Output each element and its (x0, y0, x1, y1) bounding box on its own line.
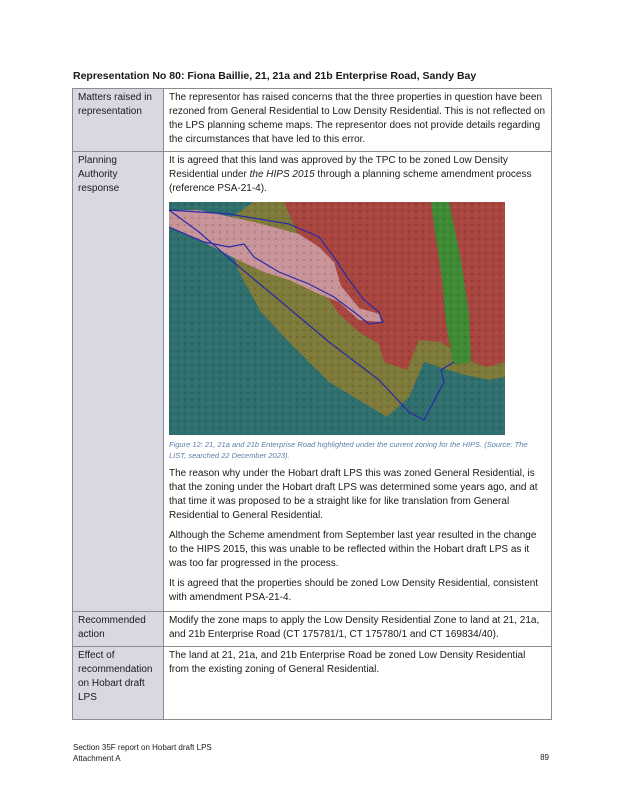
row-effect (73, 647, 552, 720)
map-texture (169, 202, 505, 435)
matters-text: The representor has raised concerns that the three properties in question have been rezoned from General Residential to Low Density Residential. This is not reflected on the LPS planning scheme maps. The representor does not provide details regarding the circumstances that have led to this error. (164, 89, 552, 152)
effect-label: Effect of recommendation on Hobart draft LPS (73, 647, 164, 720)
figure-caption: Figure 12: 21, 21a and 21b Enterprise Road highlighted under the current zoning for the HIPS. (Source: The LIST, searched 22 December 2023). (169, 440, 528, 460)
row-planning-response (73, 152, 552, 612)
representation-heading: Representation No 80: Fiona Baillie, 21, 21a and 21b Enterprise Road, Sandy Bay (73, 70, 477, 82)
footer-line-1: Section 35F report on Hobart draft LPS (73, 743, 212, 752)
row-matters (73, 89, 552, 152)
para1-emphasis: the HIPS 2015 (249, 169, 315, 180)
representation-table (72, 88, 552, 720)
matters-label: Matters raised in representation (73, 89, 164, 152)
page-number: 89 (540, 753, 549, 762)
planning-para-4: It is agreed that the properties should be zoned Low Density Residential, consistent with amendment PSA-21-4. (169, 578, 539, 603)
planning-para-3: Although the Scheme amendment from September last year resulted in the change to the HIPS 2015, this was unable to be reflected within the Hobart draft LPS as it was too far progressed in the process. (169, 530, 537, 569)
row-recommended-action (73, 612, 552, 647)
para1-pre: It is agreed that this land was approved by the TPC to be zoned Low Density Residential under (169, 155, 508, 180)
effect-text: The land at 21, 21a, and 21b Enterprise Road be zoned Low Density Residential from the existing zoning of General Residential. (164, 647, 552, 720)
planning-para-2: The reason why under the Hobart draft LPS this was zoned General Residential, is that the zoning under the Hobart draft LPS was determined some years ago, and at that time it was proposed to be a straight like for like translation from General Residential to General Residential. (169, 468, 538, 521)
zoning-map-figure (169, 202, 505, 435)
para1-post: through a planning scheme amendment process (reference PSA-21-4). (169, 169, 532, 194)
footer (73, 742, 212, 764)
zoning-map (169, 202, 505, 435)
recommended-text: Modify the zone maps to apply the Low Density Residential Zone to land at 21, 21a, and 21b Enterprise Road (CT 175781/1, CT 175780/1 and CT 169834/40). (164, 612, 552, 647)
footer-line-2: Attachment A (73, 754, 121, 763)
planning-para-1 (169, 154, 546, 196)
recommended-label: Recommended action (73, 612, 164, 647)
planning-response-cell (164, 152, 552, 612)
planning-label: Planning Authority response (73, 152, 164, 612)
